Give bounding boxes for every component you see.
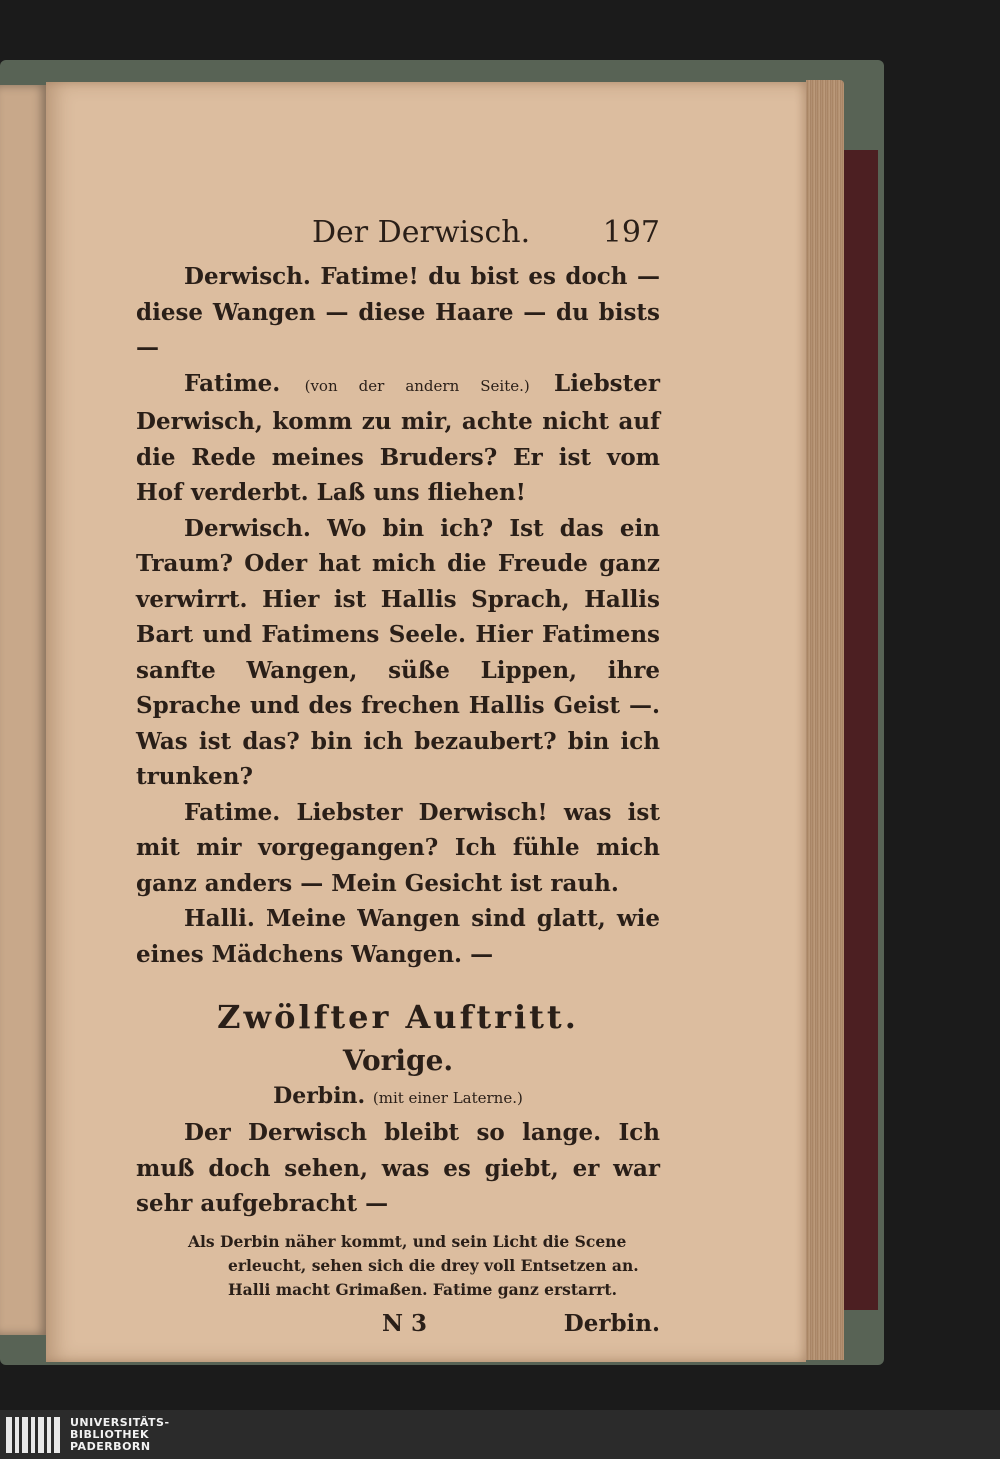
speaker-heading [136,1083,660,1109]
library-name [70,1417,170,1453]
speaker-name: Fatime. [184,369,281,397]
signature-mark: N 3 [382,1309,428,1337]
scene-subtitle: Vorige. [342,1044,454,1077]
stage-direction: Als Derbin näher kommt, und sein Licht die Scene erleucht, sehen sich die drey voll Entsetzen an. Halli macht Grimaßen. Fatime ganz erstarrt. [188,1231,639,1299]
paragraph [136,511,660,795]
facing-page-edge [0,85,48,1335]
library-name-line: PADERBORN [70,1439,151,1453]
catchword: Derbin. [563,1309,660,1337]
paragraph-text: Halli. Meine Wangen sind glatt, wie eines Mädchens Wangen. — [136,905,660,968]
page-number: 197 [602,215,660,250]
library-logo [0,1410,1000,1459]
paragraph-text: Fatime. Liebster Derwisch! was ist mit mir vorgegangen? Ich fühle mich ganz anders — Mein Gesicht ist rauh. [136,798,660,897]
paragraph [136,795,660,902]
paragraph [136,901,660,972]
stage-aside: (von der andern Seite.) [304,376,530,395]
page-edges [806,80,844,1360]
stage-aside: (mit einer Laterne.) [372,1089,523,1107]
paragraph [136,259,660,366]
speaker-name: Derbin. [273,1083,366,1109]
paragraph-text: Derwisch. Fatime! du bist es doch — diese Wangen — diese Haare — du bists — [136,263,660,361]
book-spine [842,150,878,1310]
scene-title: Zwölfter Auftritt. [217,998,579,1036]
paragraph: Der Derwisch bleibt so lange. Ich muß doch sehen, was es giebt, er war sehr aufgebracht — [136,1119,660,1217]
running-head: Der Derwisch. [312,215,531,250]
paragraph-text: Derwisch. Wo bin ich? Ist das ein Traum? Oder hat mich die Freude ganz verwirrt. Hier ist Hallis Sprach, Hallis Bart und Fatimens Seele. Hier Fatimens sanfte Wangen, süße Lippen, ihre Sprache und des frechen Hallis Geist —. Was ist das? bin ich bezaubert? bin ich trunken? [136,514,660,790]
paragraph [136,366,660,511]
page-header [136,215,660,259]
library-logo-icon [6,1417,60,1453]
page-footer [136,1310,660,1337]
paragraph-text: Liebster Derwisch, komm zu mir, achte nicht auf die Rede meines Bruders? Er ist vom Hof verderbt. Laß uns fliehen! [136,369,660,506]
library-name-line: UNIVERSITÄTS- [70,1415,170,1429]
text-block [136,215,660,1337]
library-name-line: BIBLIOTHEK [70,1427,150,1441]
